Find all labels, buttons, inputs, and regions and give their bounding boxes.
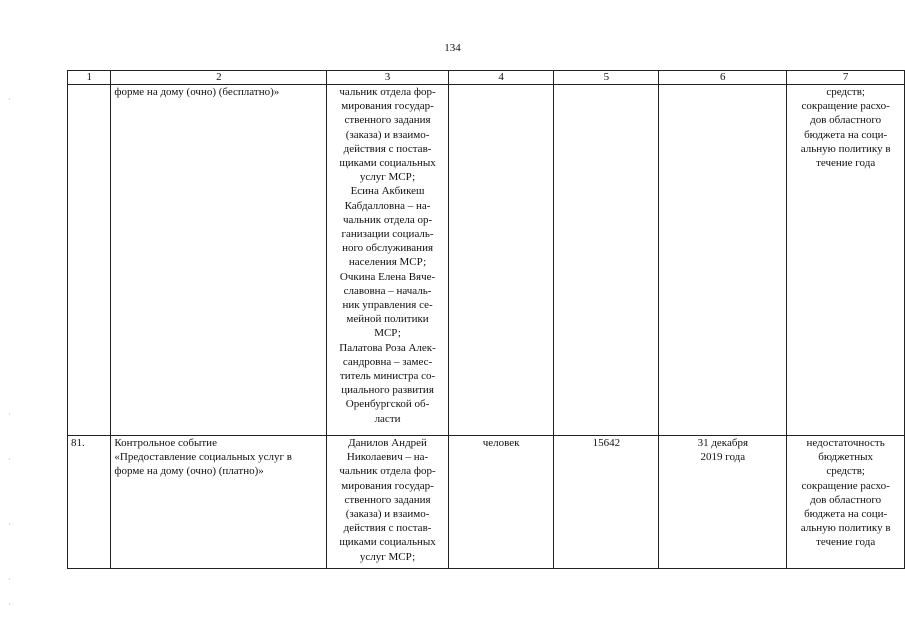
unit-cell (448, 85, 554, 436)
column-header: 4 (448, 71, 554, 85)
value-cell: 15642 (554, 436, 659, 569)
column-header: 7 (787, 71, 905, 85)
column-header: 1 (68, 71, 111, 85)
column-header: 6 (659, 71, 787, 85)
scan-speck: · (8, 95, 11, 104)
document-table (67, 70, 905, 569)
unit-cell: человек (448, 436, 554, 569)
page-number: 134 (444, 42, 461, 54)
responsible-cell: Данилов Андрей Николаевич – на- чальник отдела фор- мирования государ- ственного задания (заказа) и взаимо- действия с постав- щиками социальных услуг МСР; (327, 436, 449, 569)
event-cell: форме на дому (очно) (бесплатно)» (111, 85, 327, 436)
column-header: 5 (554, 71, 659, 85)
column-header: 3 (327, 71, 449, 85)
table-row (68, 85, 905, 436)
table-header-row (68, 71, 905, 85)
scan-speck: · (8, 600, 11, 609)
scan-speck: · (8, 455, 11, 464)
date-cell: 31 декабря 2019 года (659, 436, 787, 569)
column-header: 2 (111, 71, 327, 85)
risk-cell: средств; сокращение расхо- дов областного бюджета на соци- альную политику в течение года (787, 85, 905, 436)
date-cell (659, 85, 787, 436)
row-number-cell: 81. (68, 436, 111, 569)
scan-speck: · (8, 575, 11, 584)
table-row (68, 436, 905, 569)
responsible-cell: чальник отдела фор- мирования государ- ственного задания (заказа) и взаимо- действия с постав- щиками социальных услуг МСР; Есина Акбикеш Кабдалловна – на- чальник отдела ор- ганизации социаль- ного обслуживания населения МСР; Очкина Елена Вяче- славовна – началь- ник управления се- мейной политики МСР; Палатова Роза Алек- сандровна – замес- титель министра со- циального развития Оренбургской об- ласти (327, 85, 449, 436)
risk-cell: недостаточность бюджетных средств; сокращение расхо- дов областного бюджета на соци- альную политику в течение года (787, 436, 905, 569)
row-number-cell (68, 85, 111, 436)
event-cell: Контрольное событие «Предоставление социальных услуг в форме на дому (очно) (платно)» (111, 436, 327, 569)
value-cell (554, 85, 659, 436)
scan-speck: · (8, 520, 11, 529)
scan-speck: · (8, 410, 11, 419)
